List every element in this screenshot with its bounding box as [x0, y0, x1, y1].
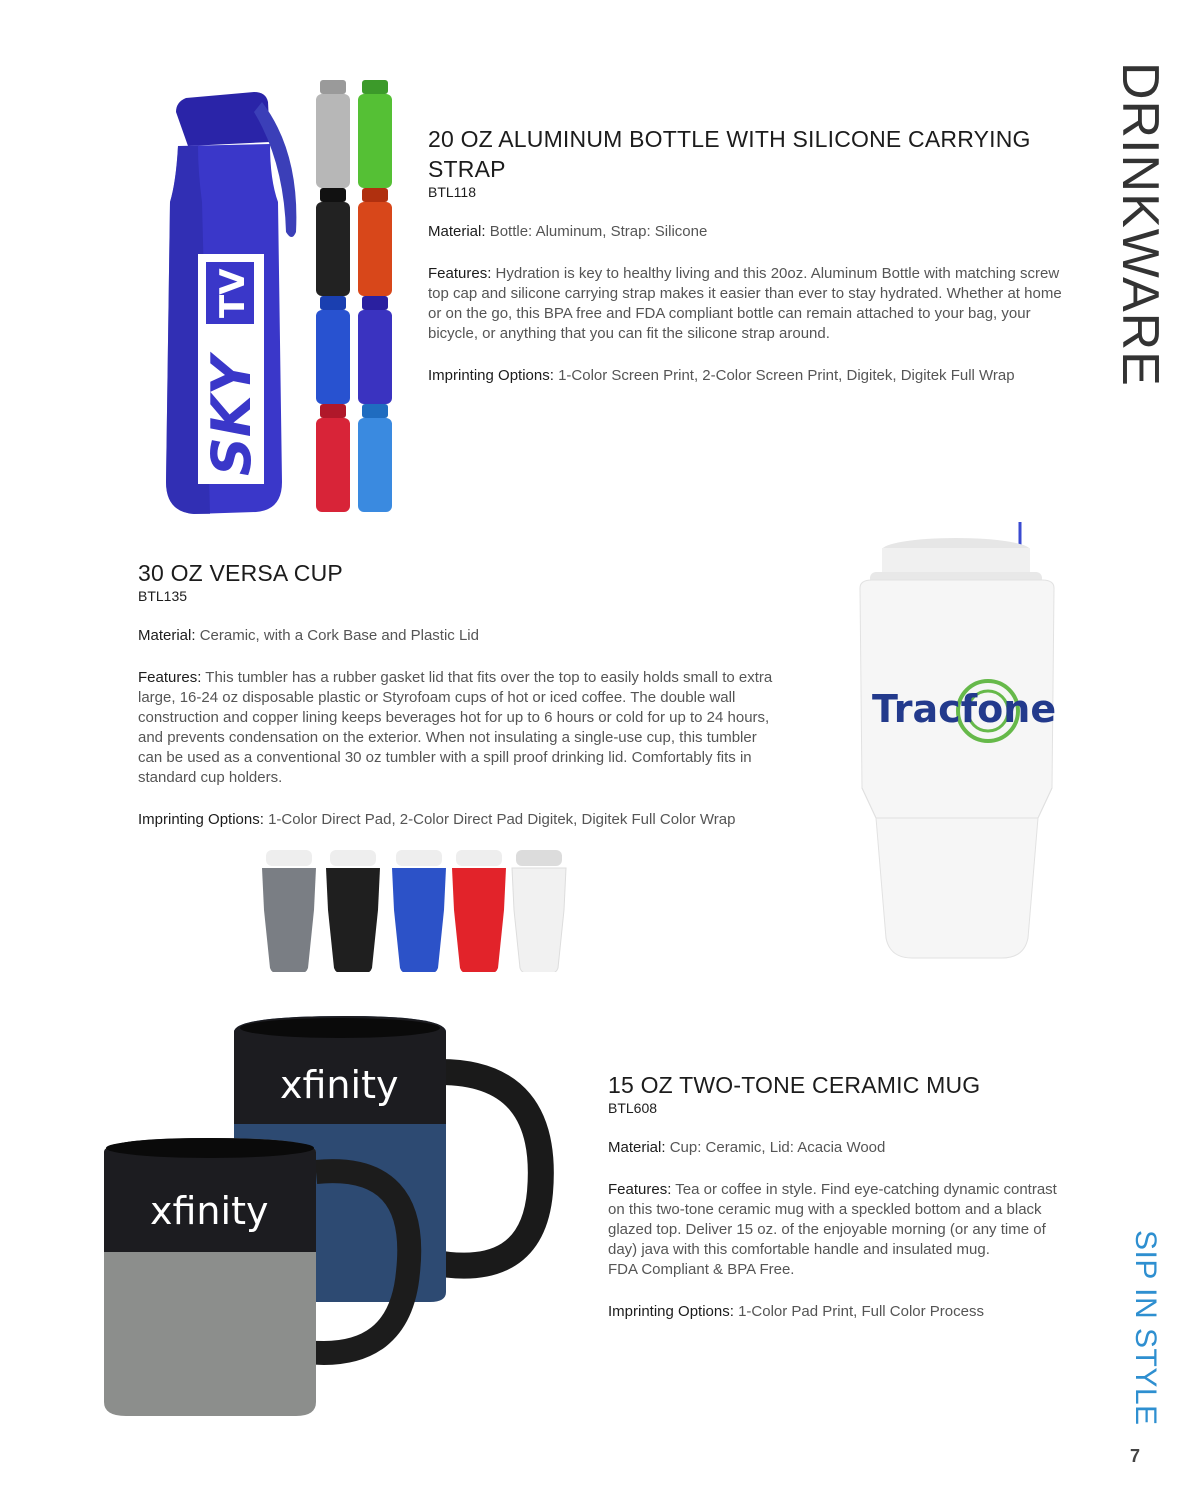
- product-block-btl608: [608, 1070, 1076, 1322]
- product-title: 20 OZ ALUMINUM BOTTLE WITH SILICONE CARRYING STRAP: [428, 126, 1031, 182]
- bottle-color-variants: [316, 80, 392, 512]
- product-block-btl118: [428, 124, 1068, 386]
- material-label: Material:: [138, 627, 196, 644]
- material-value: Bottle: Aluminum, Strap: Silicone: [489, 223, 708, 240]
- material-line: [608, 1138, 1076, 1158]
- features-label: Features:: [428, 265, 492, 282]
- material-line: [138, 626, 778, 646]
- xfinity-logo-front: xfinity: [150, 1189, 269, 1233]
- features-line: [608, 1180, 1076, 1280]
- features-value: Tea or coffee in style. Find eye-catching dynamic contrast on this two-tone ceramic mug with a speckled bottom and a black glazed top. Deliver 15 oz. of the enjoyable morning (or any time of day) java with this comfortable handle and insulated mug.: [608, 1181, 1057, 1258]
- imprint-value: 1-Color Pad Print, Full Color Process: [738, 1303, 984, 1320]
- imprint-line: [428, 366, 1068, 386]
- product-title: 15 OZ TWO-TONE CERAMIC MUG: [608, 1072, 981, 1098]
- features-label: Features:: [138, 669, 202, 686]
- product-image-mugs: [100, 1012, 560, 1422]
- xfinity-logo-back: xfinity: [280, 1063, 399, 1107]
- features-label: Features:: [608, 1181, 672, 1198]
- product-sku: BTL135: [138, 588, 188, 604]
- imprint-label: Imprinting Options:: [428, 367, 554, 384]
- skytv-logo-text-b: TV: [213, 268, 253, 318]
- tagline: SIP IN STYLE: [1129, 1230, 1162, 1426]
- material-line: [428, 222, 1068, 242]
- tracfone-logo-text: Tracfone: [872, 687, 1057, 731]
- product-image-bottle: [150, 72, 410, 522]
- product-image-tracfone-cup: [852, 518, 1062, 968]
- cup-color-variants: [258, 842, 578, 972]
- features-line: [138, 668, 778, 788]
- material-value: Cup: Ceramic, Lid: Acacia Wood: [669, 1139, 886, 1156]
- product-title: 30 OZ VERSA CUP: [138, 560, 343, 586]
- skytv-logo-text-a: SKY: [200, 356, 263, 476]
- section-title: DRINKWARE: [1111, 62, 1169, 387]
- features-line: [428, 264, 1068, 344]
- features-value: This tumbler has a rubber gasket lid that fits over the top to easily holds small to extra large, 16-24 oz disposable plastic or Styrofoam cups of hot or iced coffee. The double wall construction and copper lining keeps beverages hot for up to 6 hours or cold for up to 24 hours, and prevents condensation on the exterior. When not insulating a single-use cup, this tumbler can be used as a conventional 30 oz tumbler with a spill proof drinking lid. Comfortably fits in standard cup holders.: [138, 669, 773, 786]
- imprint-line: [608, 1302, 1076, 1322]
- imprint-label: Imprinting Options:: [138, 811, 264, 828]
- material-label: Material:: [428, 223, 486, 240]
- product-block-btl135: [138, 558, 778, 830]
- imprint-value: 1-Color Screen Print, 2-Color Screen Print, Digitek, Digitek Full Wrap: [558, 367, 1015, 384]
- product-sku: BTL118: [428, 184, 476, 200]
- material-label: Material:: [608, 1139, 666, 1156]
- imprint-line: [138, 810, 778, 830]
- imprint-label: Imprinting Options:: [608, 1303, 734, 1320]
- imprint-value: 1-Color Direct Pad, 2-Color Direct Pad Digitek, Digitek Full Color Wrap: [268, 811, 736, 828]
- features-value: Hydration is key to healthy living and this 20oz. Aluminum Bottle with matching screw top cap and silicone carrying strap makes it easier than ever to stay hydrated. Whether at home or on the go, this BPA free and FDA compliant bottle can remain attached to your bag, your bicycle, or anything that you can fit the silicone strap around.: [428, 265, 1062, 342]
- material-value: Ceramic, with a Cork Base and Plastic Lid: [199, 627, 479, 644]
- bottle-main: [166, 92, 296, 514]
- features-extra: FDA Compliant & BPA Free.: [608, 1261, 795, 1278]
- page-number: 7: [1130, 1446, 1141, 1466]
- product-sku: BTL608: [608, 1100, 658, 1116]
